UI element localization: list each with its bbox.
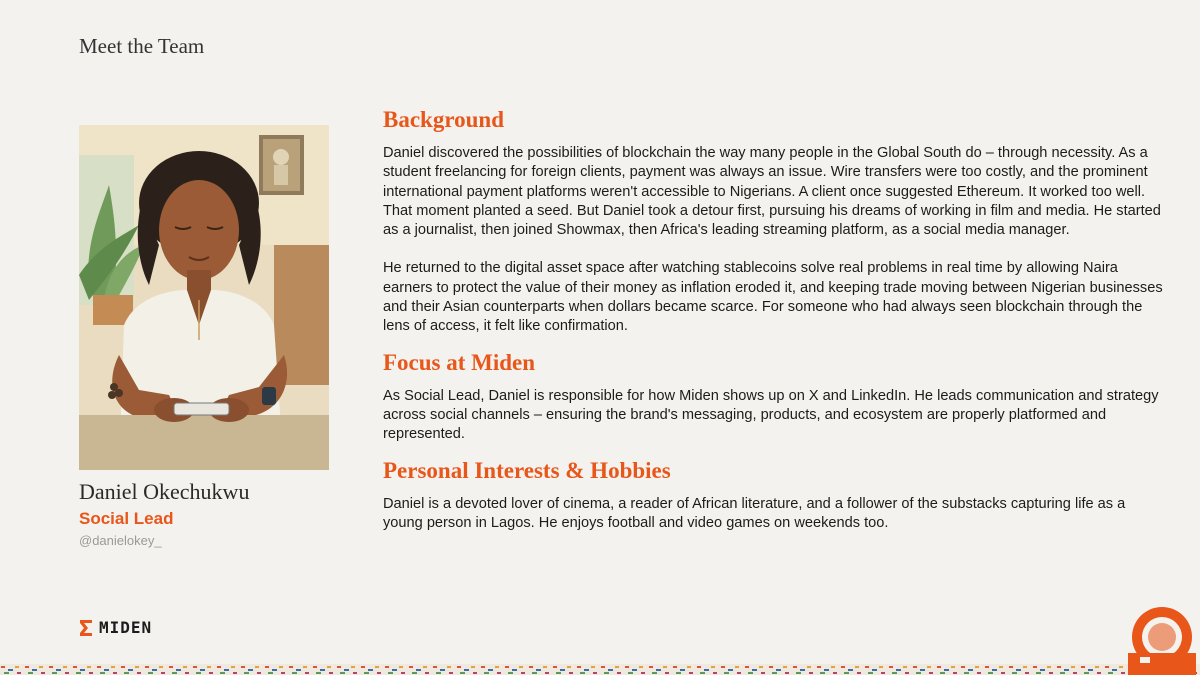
bio-content bbox=[383, 106, 1163, 533]
interests-paragraph: Daniel is a devoted lover of cinema, a reader of African literature, and a follower of the substacks capturing life as a young person in Lagos. He enjoys football and video games on weekends too. bbox=[383, 495, 1126, 531]
miden-logo-icon bbox=[79, 619, 93, 637]
focus-section bbox=[383, 349, 1163, 445]
decorative-border bbox=[0, 664, 1200, 675]
focus-heading: Focus at Miden bbox=[383, 349, 536, 375]
astronaut-mascot-icon bbox=[1110, 595, 1200, 675]
background-heading: Background bbox=[383, 107, 505, 132]
profile-handle[interactable]: @danielokey_ bbox=[79, 533, 162, 548]
focus-paragraph: As Social Lead, Daniel is responsible for how Miden shows up on X and LinkedIn. He leads communication and strategy across social channels – ensuring the brand's messaging, products, and ecosystem are properly platformed and represented. bbox=[383, 387, 1159, 443]
profile-name: Daniel Okechukwu bbox=[79, 479, 250, 504]
profile-portrait bbox=[79, 125, 329, 470]
background-paragraph-3: He returned to the digital asset space after watching stablecoins solve real problems in real time by allowing Naira earners to protect the value of their money as inflation eroded it, and keeping trade moving between Nigerian businesses and their Asian counterparts when dollars became scarce. For someone who had always seen blockchain through the lens of access, it felt like confirmation. bbox=[383, 260, 1163, 335]
profile-role: Social Lead bbox=[79, 509, 174, 528]
miden-logo-text: MIDEN bbox=[99, 618, 153, 637]
background-paragraph-2: That moment planted a seed. But Daniel took a detour first, pursuing his dreams of working in film and media. He started as a journalist, then joined Showmax, then Africa's leading streaming platform, as a social media manager. bbox=[383, 202, 1161, 239]
background-section bbox=[383, 106, 1163, 337]
interests-section bbox=[383, 457, 1163, 534]
interests-heading: Personal Interests & Hobbies bbox=[383, 457, 671, 483]
background-paragraph-1: Daniel discovered the possibilities of blockchain the way many people in the Global South do – through necessity. As a student freelancing for foreign clients, payment was always an issue. Wire transfers were too costly, and the prominent international payment platforms weren't accessible to Nigerians. A client once suggested Ethereum. It worked too well. bbox=[383, 145, 1148, 200]
miden-logo bbox=[79, 618, 152, 637]
page-title: Meet the Team bbox=[79, 34, 205, 58]
